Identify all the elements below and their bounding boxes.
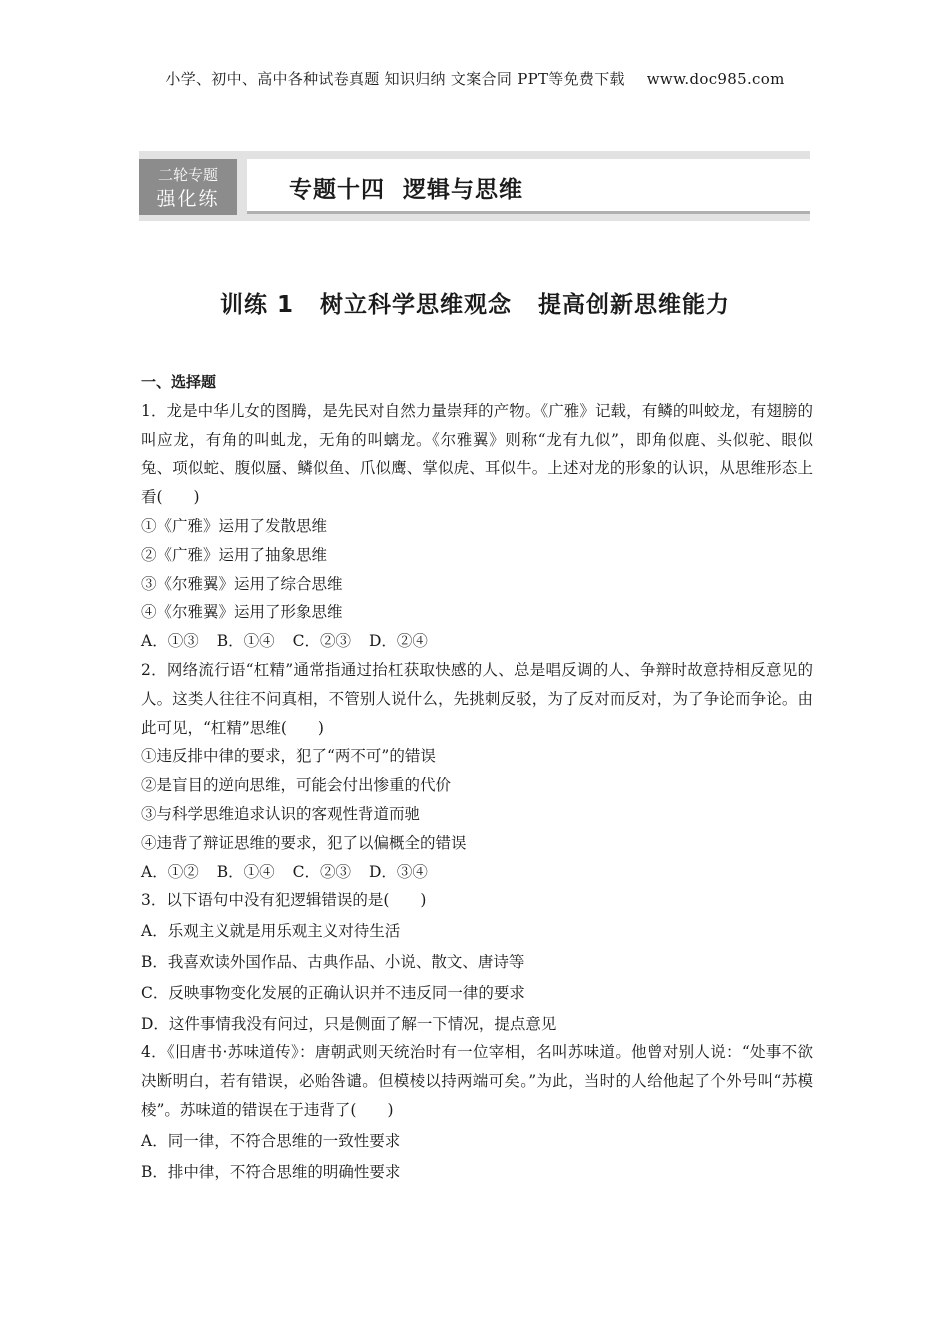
question-1-item: ②《广雅》运用了抽象思维 <box>141 545 328 564</box>
question-2-item: ③与科学思维追求认识的客观性背道而驰 <box>141 804 421 823</box>
choice-a[interactable]: A．乐观主义就是用乐观主义对待生活 <box>141 922 401 941</box>
question-2-choices <box>141 858 813 887</box>
title-part1: 训练 1 <box>219 292 294 318</box>
question-1-item: ①《广雅》运用了发散思维 <box>141 516 328 535</box>
topic-title: 专题十四 逻辑与思维 <box>289 177 524 203</box>
choice-b[interactable]: B．排中律，不符合思维的明确性要求 <box>141 1162 401 1181</box>
choice-c[interactable]: C．反映事物变化发展的正确认识并不违反同一律的要求 <box>141 983 525 1002</box>
title-part2: 树立科学思维观念 <box>320 292 512 318</box>
title-part3: 提高创新思维能力 <box>538 292 730 318</box>
choice-d[interactable]: D．②④ <box>368 632 428 651</box>
choice-b[interactable]: B．我喜欢读外国作品、古典作品、小说、散文、唐诗等 <box>141 952 525 971</box>
section-heading: 一、选择题 <box>141 373 217 391</box>
question-2-stem: 2．网络流行语“杠精”通常指通过抬杠获取快感的人、总是唱反调的人、争辩时故意持相反意见的人。这类人往往不问真相，不管别人说什么，先挑刺反驳，为了反对而反对，为了争论而争论。由此可见，“杠精”思维( ) <box>141 660 813 737</box>
question-2-item: ①违反排中律的要求，犯了“两不可”的错误 <box>141 747 436 766</box>
choice-c[interactable]: C．②③ <box>292 632 351 651</box>
question-1-item: ③《尔雅翼》运用了综合思维 <box>141 574 343 593</box>
topic-badge <box>139 159 237 215</box>
choice-d[interactable]: D．这件事情我没有问过，只是侧面了解一下情况，提点意见 <box>141 1014 557 1033</box>
question-1-choices <box>141 627 813 656</box>
page-title <box>0 286 950 319</box>
question-1-stem: 1．龙是中华儿女的图腾，是先民对自然力量崇拜的产物。《广雅》记载，有鳞的叫蛟龙，有翅膀的叫应龙，有角的叫虬龙，无角的叫螭龙。《尔雅翼》则称“龙有九似”，即角似鹿、头似驼、眼似兔、项似蛇、腹似蜃、鳞似鱼、爪似鹰、掌似虎、耳似牛。上述对龙的形象的认识，从思维形态上看( ) <box>141 401 813 507</box>
header-site[interactable]: www.doc985.com <box>646 70 785 88</box>
header-text: 小学、初中、高中各种试卷真题 知识归纳 文案合同 PPT等免费下载 <box>165 70 625 88</box>
question-3-stem: 3．以下语句中没有犯逻辑错误的是( ) <box>141 891 427 910</box>
banner-panel <box>247 159 810 214</box>
choice-a[interactable]: A．①③ <box>141 632 199 651</box>
question-4-stem: 4．《旧唐书·苏味道传》：唐朝武则天统治时有一位宰相，名叫苏味道。他曾对别人说：“处事不欲决断明白，若有错误，必贻咎谴。但模棱以持两端可矣。”为此，当时的人给他起了个外号叫“苏模棱”。苏味道的错误在于违背了( ) <box>141 1043 813 1119</box>
topic-banner <box>139 151 810 221</box>
badge-line2: 强化练 <box>156 188 220 210</box>
choice-d[interactable]: D．③④ <box>368 862 428 881</box>
choice-a[interactable]: A．同一律，不符合思维的一致性要求 <box>141 1131 401 1150</box>
question-1-item: ④《尔雅翼》运用了形象思维 <box>141 603 343 622</box>
question-2-item: ④违背了辩证思维的要求，犯了以偏概全的错误 <box>141 833 467 852</box>
choice-b[interactable]: B．①④ <box>216 632 275 651</box>
page-header <box>0 68 950 89</box>
choice-a[interactable]: A．①② <box>141 862 199 881</box>
choice-c[interactable]: C．②③ <box>292 862 351 881</box>
question-2-item: ②是盲目的逆向思维，可能会付出惨重的代价 <box>141 776 452 795</box>
questions-body <box>141 368 813 1186</box>
badge-line1: 二轮专题 <box>157 166 218 184</box>
choice-b[interactable]: B．①④ <box>216 862 275 881</box>
